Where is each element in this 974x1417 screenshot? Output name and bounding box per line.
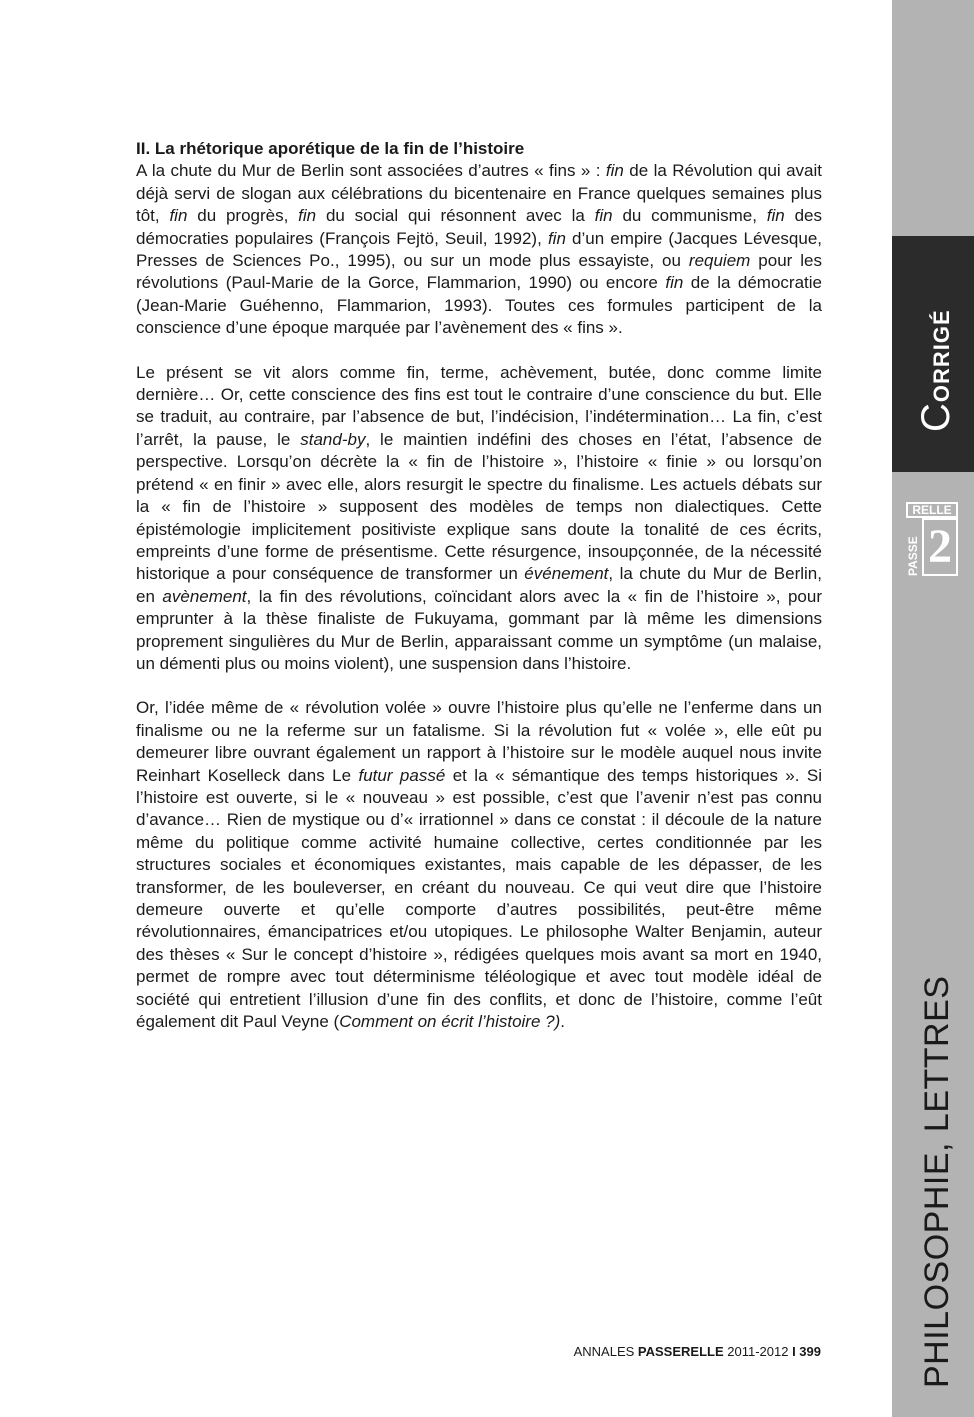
text-run: du communisme,: [612, 206, 767, 226]
page-footer: [574, 1344, 821, 1359]
italic-text-run: fin: [594, 206, 613, 226]
logo-relle-text: RELLE: [906, 502, 958, 518]
italic-text-run: avènement: [162, 586, 247, 606]
text-run: des démocraties populaires (François Fejtö, Seuil, 1992),: [136, 206, 822, 248]
italic-text-run: fin: [547, 228, 566, 248]
footer-annales: ANNALES: [573, 1344, 638, 1359]
text-run: , le maintien indéfini des choses en l’état, l’absence de perspective. Lorsqu’on décrète la « fin de l’histoire », l’histoire « finie » ou lorsqu’on prétend « en finir » avec elle, alors resurgit le spectre du finalisme. Les actuels débats sur la « fin de l’histoire » supposent des modèles de temps non dialectiques. Cette épistémologie implicitement positiviste explique sans doute la tonalité de ces écrits, empreints d’une forme de présentisme. Cette résurgence, insoupçonnée, de la nécessité historique a pour conséquence de transformer un: [136, 429, 822, 584]
text-run: de la Révolution qui avait déjà servi de slogan aux célébrations du bicentenaire en France quelques semaines plus tôt,: [136, 161, 822, 226]
article-body: [136, 138, 822, 1055]
italic-text-run: fin: [169, 206, 188, 226]
text-run: .: [560, 1012, 565, 1032]
italic-text-run: futur passé: [358, 765, 446, 785]
corrige-rest: ORRIGÉ: [929, 309, 954, 403]
text-run: , la chute du Mur de Berlin, en: [136, 564, 822, 606]
italic-text-run: stand-by: [300, 429, 366, 449]
corrige-label: [914, 309, 959, 432]
italic-text-run: requiem: [688, 251, 751, 271]
italic-text-run: événement: [524, 564, 609, 584]
paragraph-2: [136, 362, 822, 676]
text-run: pour les révolutions (Paul-Marie de la Gorce, Flammarion, 1990) ou encore: [136, 251, 823, 293]
footer-separator: I: [792, 1344, 800, 1359]
text-run: d’un empire (Jacques Lévesque, Presses de Sciences Po., 1995), ou sur un mode plus essayiste, ou: [136, 228, 822, 271]
footer-passerelle: PASSERELLE: [637, 1344, 724, 1359]
italic-text-run: fin: [766, 206, 785, 226]
paragraph-3: [136, 697, 822, 1033]
text-run: et la « sémantique des temps historiques ». Si l’histoire est ouverte, si le « nouveau » est possible, c’est que l’avenir n’est pas connu d’avance… Rien de mystique ou d’« irrationnel » dans ce constat : il découle de la nature même du politique comme activité humaine collective, certes conditionnée par les structures sociales et économiques existantes, mais capable de les dépasser, de les transformer, de les bouleverser, en créant du nouveau. Ce qui veut dire que l’histoire demeure ouverte et qu’elle comporte d’autres possibilités, peut-être même révolutionnaires, émancipatrices et/ou utopiques. Le philosophe Walter Benjamin, auteur des thèses « Sur le concept d’histoire », rédigées quelques mois avant sa mort en 1940, permet de rompre avec tout déterminisme téléologique et avec tout modèle idéal de société qui entretient l’illusion d’une fin des conflits, et donc de l’histoire, comme l’eût également dit Paul Veyne (: [136, 765, 823, 1032]
text-run: du social qui résonnent avec la: [316, 206, 595, 226]
text-run: A la chute du Mur de Berlin sont associées d’autres « fins » :: [136, 161, 606, 181]
logo-number: 2: [922, 518, 958, 576]
text-run: , la fin des révolutions, coïncidant alors avec la « fin de l’histoire », pour emprunter à la thèse finaliste de Fukuyama, gommant par là même les dimensions proprement singulières du Mur de Berlin, apparaissant comme un symptôme (un malaise, un démenti plus ou moins violent), une suspension dans l’histoire.: [136, 586, 822, 673]
text-run: Le présent se vit alors comme fin, terme, achèvement, butée, donc comme limite dernière… Or, cette conscience des fins est tout le contraire d’une conscience du but. Elle se traduit, au contraire, par l’absence de but, l’indécision, l’indétermination… La fin, c’est l’arrêt, la pause, le: [136, 362, 822, 449]
italic-text-run: Comment on écrit l’histoire ?): [339, 1012, 561, 1032]
section-heading: II. La rhétorique aporétique de la fin de l’histoire: [136, 139, 525, 158]
paragraph-1: [136, 160, 822, 339]
corrige-initial: C: [914, 402, 958, 432]
text-run: du progrès,: [187, 206, 299, 226]
page-number: 399: [799, 1344, 821, 1359]
footer-years: 2011-2012: [723, 1344, 793, 1359]
italic-text-run: fin: [665, 273, 684, 293]
text-run: Or, l’idée même de « révolution volée » ouvre l’histoire plus qu’elle ne l’enferme dans un finalisme ou ne la referme sur un fatalisme. Si la révolution fut « volée », elle eût pu demeurer libre ouvrant également un rapport à l’histoire sur le modèle auquel nous invite Reinhart Koselleck dans Le: [136, 698, 822, 785]
passerelle-logo: [906, 502, 958, 576]
italic-text-run: fin: [298, 206, 317, 226]
italic-text-run: fin: [605, 161, 624, 181]
category-label: PHILOSOPHIE, LETTRES: [918, 975, 956, 1388]
text-run: de la démocratie (Jean-Marie Guéhenno, Flammarion, 1993). Toutes ces formules participent de la conscience d’une époque marquée par l’avènement des « fins ».: [136, 273, 822, 338]
logo-passe-text: PASSE: [906, 536, 920, 576]
